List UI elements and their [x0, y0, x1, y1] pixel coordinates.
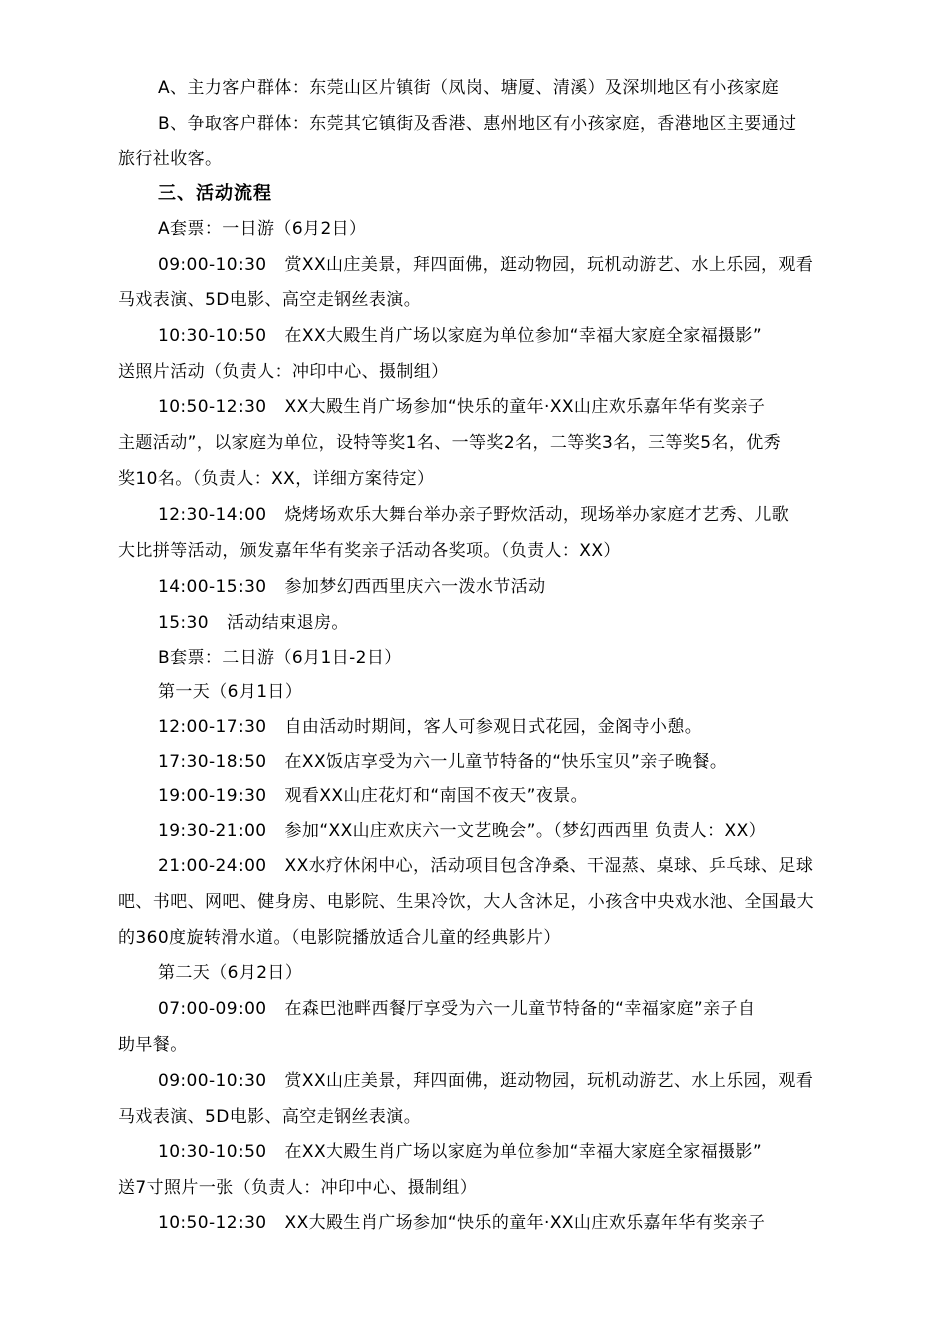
schedule-text: XX水疗休闲中心，活动项目包含净桑、干湿蒸、桌球、乒乓球、足球: [284, 856, 814, 876]
schedule-time: 12:30-14:00: [158, 505, 267, 525]
schedule-time: 10:30-10:50: [158, 326, 267, 346]
schedule-item-time-text: [118, 1063, 873, 1099]
schedule-time: 10:50-12:30: [158, 1213, 267, 1233]
schedule-text-continued: 主题活动”，以家庭为单位，设特等奖1名、一等奖2名，二等奖3名，三等奖5名，优秀: [118, 433, 782, 453]
schedule-time: 19:00-19:30: [158, 786, 267, 806]
schedule-time: 12:00-17:30: [158, 717, 267, 737]
schedule-time: 10:30-10:50: [158, 1142, 267, 1162]
schedule-time: 10:50-12:30: [158, 397, 267, 417]
schedule-time: 09:00-10:30: [158, 1071, 267, 1091]
schedule-time: 09:00-10:30: [158, 255, 267, 275]
schedule-time: 19:30-21:00: [158, 821, 267, 841]
schedule-text: 在XX饭店享受为六一儿童节特备的“快乐宝贝”亲子晚餐。: [284, 752, 728, 772]
schedule-text-continued: 吧、书吧、网吧、健身房、电影院、生果冷饮，大人含沐足，小孩含中央戏水池、全国最大: [118, 892, 814, 912]
schedule-text: 烧烤场欢乐大舞台举办亲子野炊活动，现场举办家庭才艺秀、儿歌: [284, 505, 790, 525]
schedule-item-time-text: [118, 813, 873, 849]
schedule-text: 在XX大殿生肖广场以家庭为单位参加“幸福大家庭全家福摄影”: [284, 1142, 763, 1162]
schedule-time: 14:00-15:30: [158, 577, 267, 597]
package-a-title: A套票：一日游（6月2日）: [158, 219, 367, 239]
schedule-time: 07:00-09:00: [158, 999, 267, 1019]
schedule-item-time-text: [118, 1134, 873, 1170]
schedule-text: 在森巴池畔西餐厅享受为六一儿童节特备的“幸福家庭”亲子自: [284, 999, 756, 1019]
schedule-text: XX大殿生肖广场参加“快乐的童年·XX山庄欢乐嘉年华有奖亲子: [284, 397, 766, 417]
schedule-text: 在XX大殿生肖广场以家庭为单位参加“幸福大家庭全家福摄影”: [284, 326, 763, 346]
schedule-item-time-text: [118, 744, 873, 780]
schedule-text: 赏XX山庄美景，拜四面佛，逛动物园，玩机动游艺、水上乐园，观看: [284, 255, 814, 275]
customer-group-b-line2: 旅行社收客。: [118, 149, 223, 169]
package-b-title: B套票：二日游（6月1日-2日）: [158, 648, 402, 668]
schedule-item-time-text: [118, 848, 873, 884]
schedule-time: 21:00-24:00: [158, 856, 267, 876]
schedule-item-time-text: [118, 247, 873, 283]
schedule-time: 17:30-18:50: [158, 752, 267, 772]
schedule-item-time-text: [118, 569, 873, 605]
schedule-text: 活动结束退房。: [227, 613, 349, 633]
schedule-text: 参加“XX山庄欢庆六一文艺晚会”。（梦幻西西里 负责人：XX）: [284, 821, 767, 841]
customer-group-a: A、主力客户群体：东莞山区片镇街（凤岗、塘厦、清溪）及深圳地区有小孩家庭: [158, 78, 780, 98]
schedule-item-time-text: [118, 709, 873, 745]
schedule-item-time-text: [118, 991, 873, 1027]
schedule-item-time-text: [118, 778, 873, 814]
schedule-text: 参加梦幻西西里庆六一泼水节活动: [284, 577, 546, 597]
section-title: 三、活动流程: [158, 183, 272, 204]
schedule-item-time-text: [118, 389, 873, 425]
schedule-time: 15:30: [158, 613, 209, 633]
schedule-text-continued: 大比拼等活动，颁发嘉年华有奖亲子活动各奖项。（负责人：XX）: [118, 541, 621, 561]
day1-title: 第一天（6月1日）: [158, 682, 303, 702]
schedule-text-continued: 送照片活动（负责人：冲印中心、摄制组）: [118, 362, 449, 382]
schedule-text-continued: 的360度旋转滑水道。（电影院播放适合儿童的经典影片）: [118, 928, 561, 948]
schedule-text-continued: 马戏表演、5D电影、高空走钢丝表演。: [118, 290, 422, 310]
day2-title: 第二天（6月2日）: [158, 963, 303, 983]
schedule-item-time-text: [118, 497, 873, 533]
schedule-text-continued: 奖10名。（负责人：XX，详细方案待定）: [118, 469, 435, 489]
schedule-text: 观看XX山庄花灯和“南国不夜天”夜景。: [284, 786, 589, 806]
schedule-text: 自由活动时期间，客人可参观日式花园，金阁寺小憩。: [284, 717, 703, 737]
schedule-item-time-text: [118, 605, 873, 641]
schedule-text-continued: 马戏表演、5D电影、高空走钢丝表演。: [118, 1107, 422, 1127]
schedule-text: 赏XX山庄美景，拜四面佛，逛动物园，玩机动游艺、水上乐园，观看: [284, 1071, 814, 1091]
schedule-text-continued: 送7寸照片一张（负责人：冲印中心、摄制组）: [118, 1178, 478, 1198]
schedule-item-time-text: [118, 1205, 873, 1241]
schedule-text-continued: 助早餐。: [118, 1035, 188, 1055]
schedule-text: XX大殿生肖广场参加“快乐的童年·XX山庄欢乐嘉年华有奖亲子: [284, 1213, 766, 1233]
schedule-item-time-text: [118, 318, 873, 354]
customer-group-b-line1: B、争取客户群体：东莞其它镇街及香港、惠州地区有小孩家庭，香港地区主要通过: [158, 114, 797, 134]
